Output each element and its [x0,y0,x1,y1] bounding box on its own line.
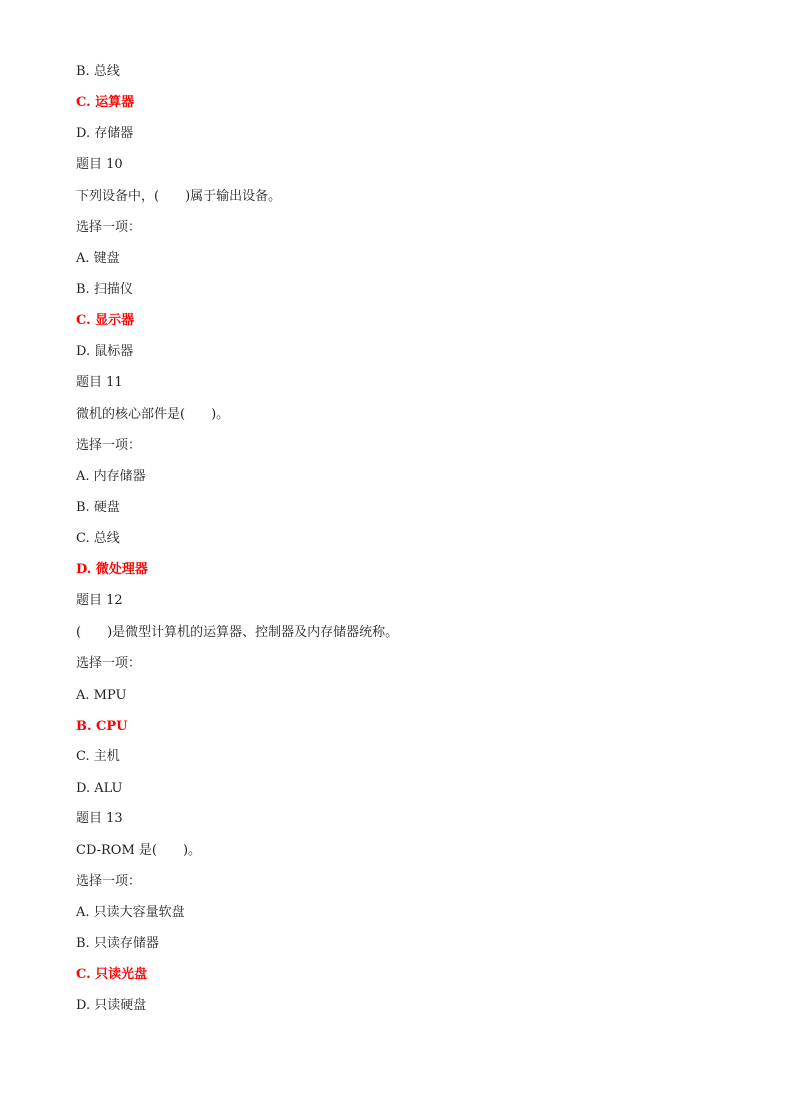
option-item: D. ALU [76,781,123,796]
choice-prompt: 选择一项： [76,220,142,235]
option-item: D. 鼠标器 [76,344,134,359]
option-item: C. 总线 [76,531,120,546]
option-item: B. 硬盘 [76,500,120,515]
choice-prompt: 选择一项： [76,874,142,889]
choice-prompt: 选择一项： [76,438,142,453]
option-item: B. 只读存储器 [76,936,159,951]
choice-prompt: 选择一项： [76,656,142,671]
question-stem: 下列设备中，( )属于输出设备。 [76,189,282,204]
question-heading: 题目 11 [76,375,123,390]
option-item: C. 主机 [76,749,120,764]
option-item: A. 键盘 [76,251,120,266]
option-item: B. 总线 [76,64,120,79]
option-item: D. 只读硬盘 [76,998,147,1013]
option-item-correct: C. 只读光盘 [76,967,148,982]
question-stem: ( )是微型计算机的运算器、控制器及内存储器统称。 [76,625,399,640]
question-stem: CD-ROM 是( )。 [76,843,202,858]
question-heading: 题目 10 [76,157,123,172]
question-stem: 微机的核心部件是( )。 [76,407,230,422]
option-item: A. 只读大容量软盘 [76,905,185,920]
question-heading: 题目 13 [76,811,123,826]
question-heading: 题目 12 [76,593,123,608]
option-item-correct: D. 微处理器 [76,562,148,577]
option-item-correct: B. CPU [76,719,128,734]
option-item-correct: C. 显示器 [76,313,135,328]
option-item: A. MPU [76,688,127,703]
option-item: B. 扫描仪 [76,282,133,297]
option-item-correct: C. 运算器 [76,95,135,110]
option-item: D. 存储器 [76,126,134,141]
option-item: A. 内存储器 [76,469,146,484]
